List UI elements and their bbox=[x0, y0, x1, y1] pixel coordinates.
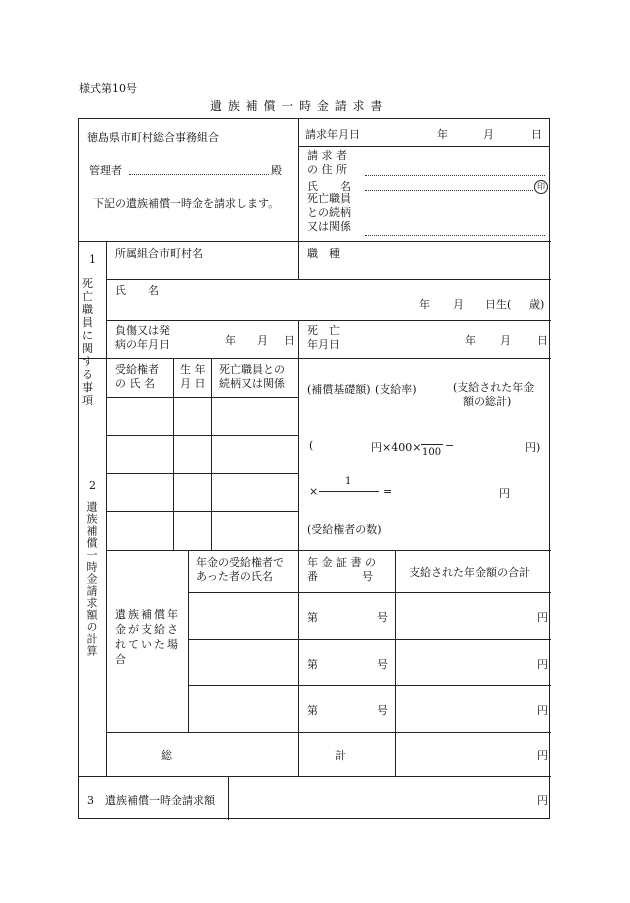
death-day: 日 bbox=[537, 334, 548, 347]
cert-prefix: 第 bbox=[307, 704, 318, 717]
calc-yen-close: 円) bbox=[525, 441, 541, 454]
calc-rate-label: (支給率) bbox=[375, 383, 417, 396]
calc-base-label: (補償基礎額) bbox=[307, 383, 371, 396]
pension-case-label: 遺族補償年金が支給されていた場合 bbox=[115, 608, 180, 666]
addressee-org: 徳島県市町村総合事務組合 bbox=[87, 131, 219, 144]
cert-yen: 円 bbox=[537, 611, 548, 624]
cert-suffix: 号 bbox=[377, 611, 388, 624]
cert-suffix: 号 bbox=[377, 658, 388, 671]
injury-month: 月 bbox=[257, 334, 268, 347]
pension-name-header: 年金の受給権者で あった者の氏名 bbox=[196, 556, 284, 583]
form-title: 遺 族 補 償 一 時 金 請 求 書 bbox=[210, 99, 384, 113]
death-month: 月 bbox=[500, 334, 511, 347]
total-yen: 円 bbox=[537, 749, 548, 762]
death-year: 年 bbox=[465, 334, 476, 347]
date-label: 請求年月日 bbox=[305, 128, 360, 141]
cert-yen: 円 bbox=[537, 658, 548, 671]
seal-mark: 印 bbox=[534, 180, 548, 194]
calc-times: × bbox=[309, 485, 319, 498]
request-sentence: 下記の遺族補償一時金を請求します。 bbox=[93, 197, 280, 210]
relation-field[interactable] bbox=[365, 235, 545, 236]
section2-number: 2 bbox=[89, 479, 96, 492]
recipient-birth-header: 生 年 月 日 bbox=[180, 363, 206, 390]
total-label-1: 総 bbox=[161, 749, 172, 762]
calc-equals: = bbox=[383, 485, 393, 498]
calc-denominator: 100 bbox=[422, 447, 442, 458]
deceased-name-label: 氏 名 bbox=[115, 284, 159, 297]
manager-name-field[interactable] bbox=[129, 174, 269, 175]
date-day: 日 bbox=[531, 128, 542, 141]
cert-prefix: 第 bbox=[307, 611, 318, 624]
calc-paid-label: (支給された年金 額の総計) bbox=[453, 381, 535, 408]
injury-day: 日 bbox=[284, 334, 295, 347]
pension-cert-header: 年 金 証 書 の 番 号 bbox=[307, 556, 376, 583]
birth-month: 月 bbox=[453, 298, 464, 311]
section1-number: 1 bbox=[89, 253, 96, 266]
date-year: 年 bbox=[437, 128, 448, 141]
section2-label: 遺族補償一時金請求額の計算 bbox=[85, 501, 98, 657]
injury-date-label: 負傷又は発 病の年月日 bbox=[115, 324, 170, 351]
calc-open-paren: ( bbox=[309, 439, 314, 452]
recipient-name-header: 受給権者 の 氏 名 bbox=[115, 363, 159, 390]
manager-suffix: 殿 bbox=[271, 164, 282, 177]
section3-yen: 円 bbox=[537, 794, 548, 807]
section3-label: 3 遺族補償一時金請求額 bbox=[87, 794, 215, 807]
claimant-name-field[interactable] bbox=[365, 190, 533, 191]
date-month: 月 bbox=[483, 128, 494, 141]
form-number: 様式第10号 bbox=[79, 82, 137, 95]
cert-prefix: 第 bbox=[307, 658, 318, 671]
claimant-address-label: 請 求 者 の 住 所 bbox=[307, 149, 347, 176]
claimant-address-field[interactable] bbox=[365, 175, 545, 176]
relation-label: 死亡職員 との続柄 又は関係 bbox=[307, 192, 351, 233]
recipient-relation-header: 死亡職員との 続柄又は関係 bbox=[219, 363, 285, 390]
injury-year: 年 bbox=[225, 334, 236, 347]
job-label: 職 種 bbox=[307, 247, 340, 260]
section1-label: 死亡職員に関する事項 bbox=[82, 277, 94, 407]
calc-yen-times: 円×400× bbox=[371, 441, 422, 454]
manager-label: 管理者 bbox=[89, 164, 122, 177]
cert-suffix: 号 bbox=[377, 704, 388, 717]
claim-form bbox=[78, 118, 550, 819]
death-date-label: 死 亡 年月日 bbox=[307, 324, 340, 351]
age-suffix: 歳) bbox=[529, 298, 545, 311]
claimant-name-label: 氏 名 bbox=[307, 180, 351, 193]
pension-total-header: 支給された年金額の合計 bbox=[409, 566, 530, 579]
calc-recipients: (受給権者の数) bbox=[307, 523, 382, 536]
calc-minus: − bbox=[445, 439, 455, 452]
calc-yen: 円 bbox=[499, 487, 510, 500]
birth-day: 日生( bbox=[485, 298, 512, 311]
calc-numerator: 1 bbox=[345, 476, 352, 487]
birth-year: 年 bbox=[419, 298, 430, 311]
cert-yen: 円 bbox=[537, 704, 548, 717]
org-label: 所属組合市町村名 bbox=[115, 247, 203, 260]
total-label-2: 計 bbox=[335, 749, 346, 762]
